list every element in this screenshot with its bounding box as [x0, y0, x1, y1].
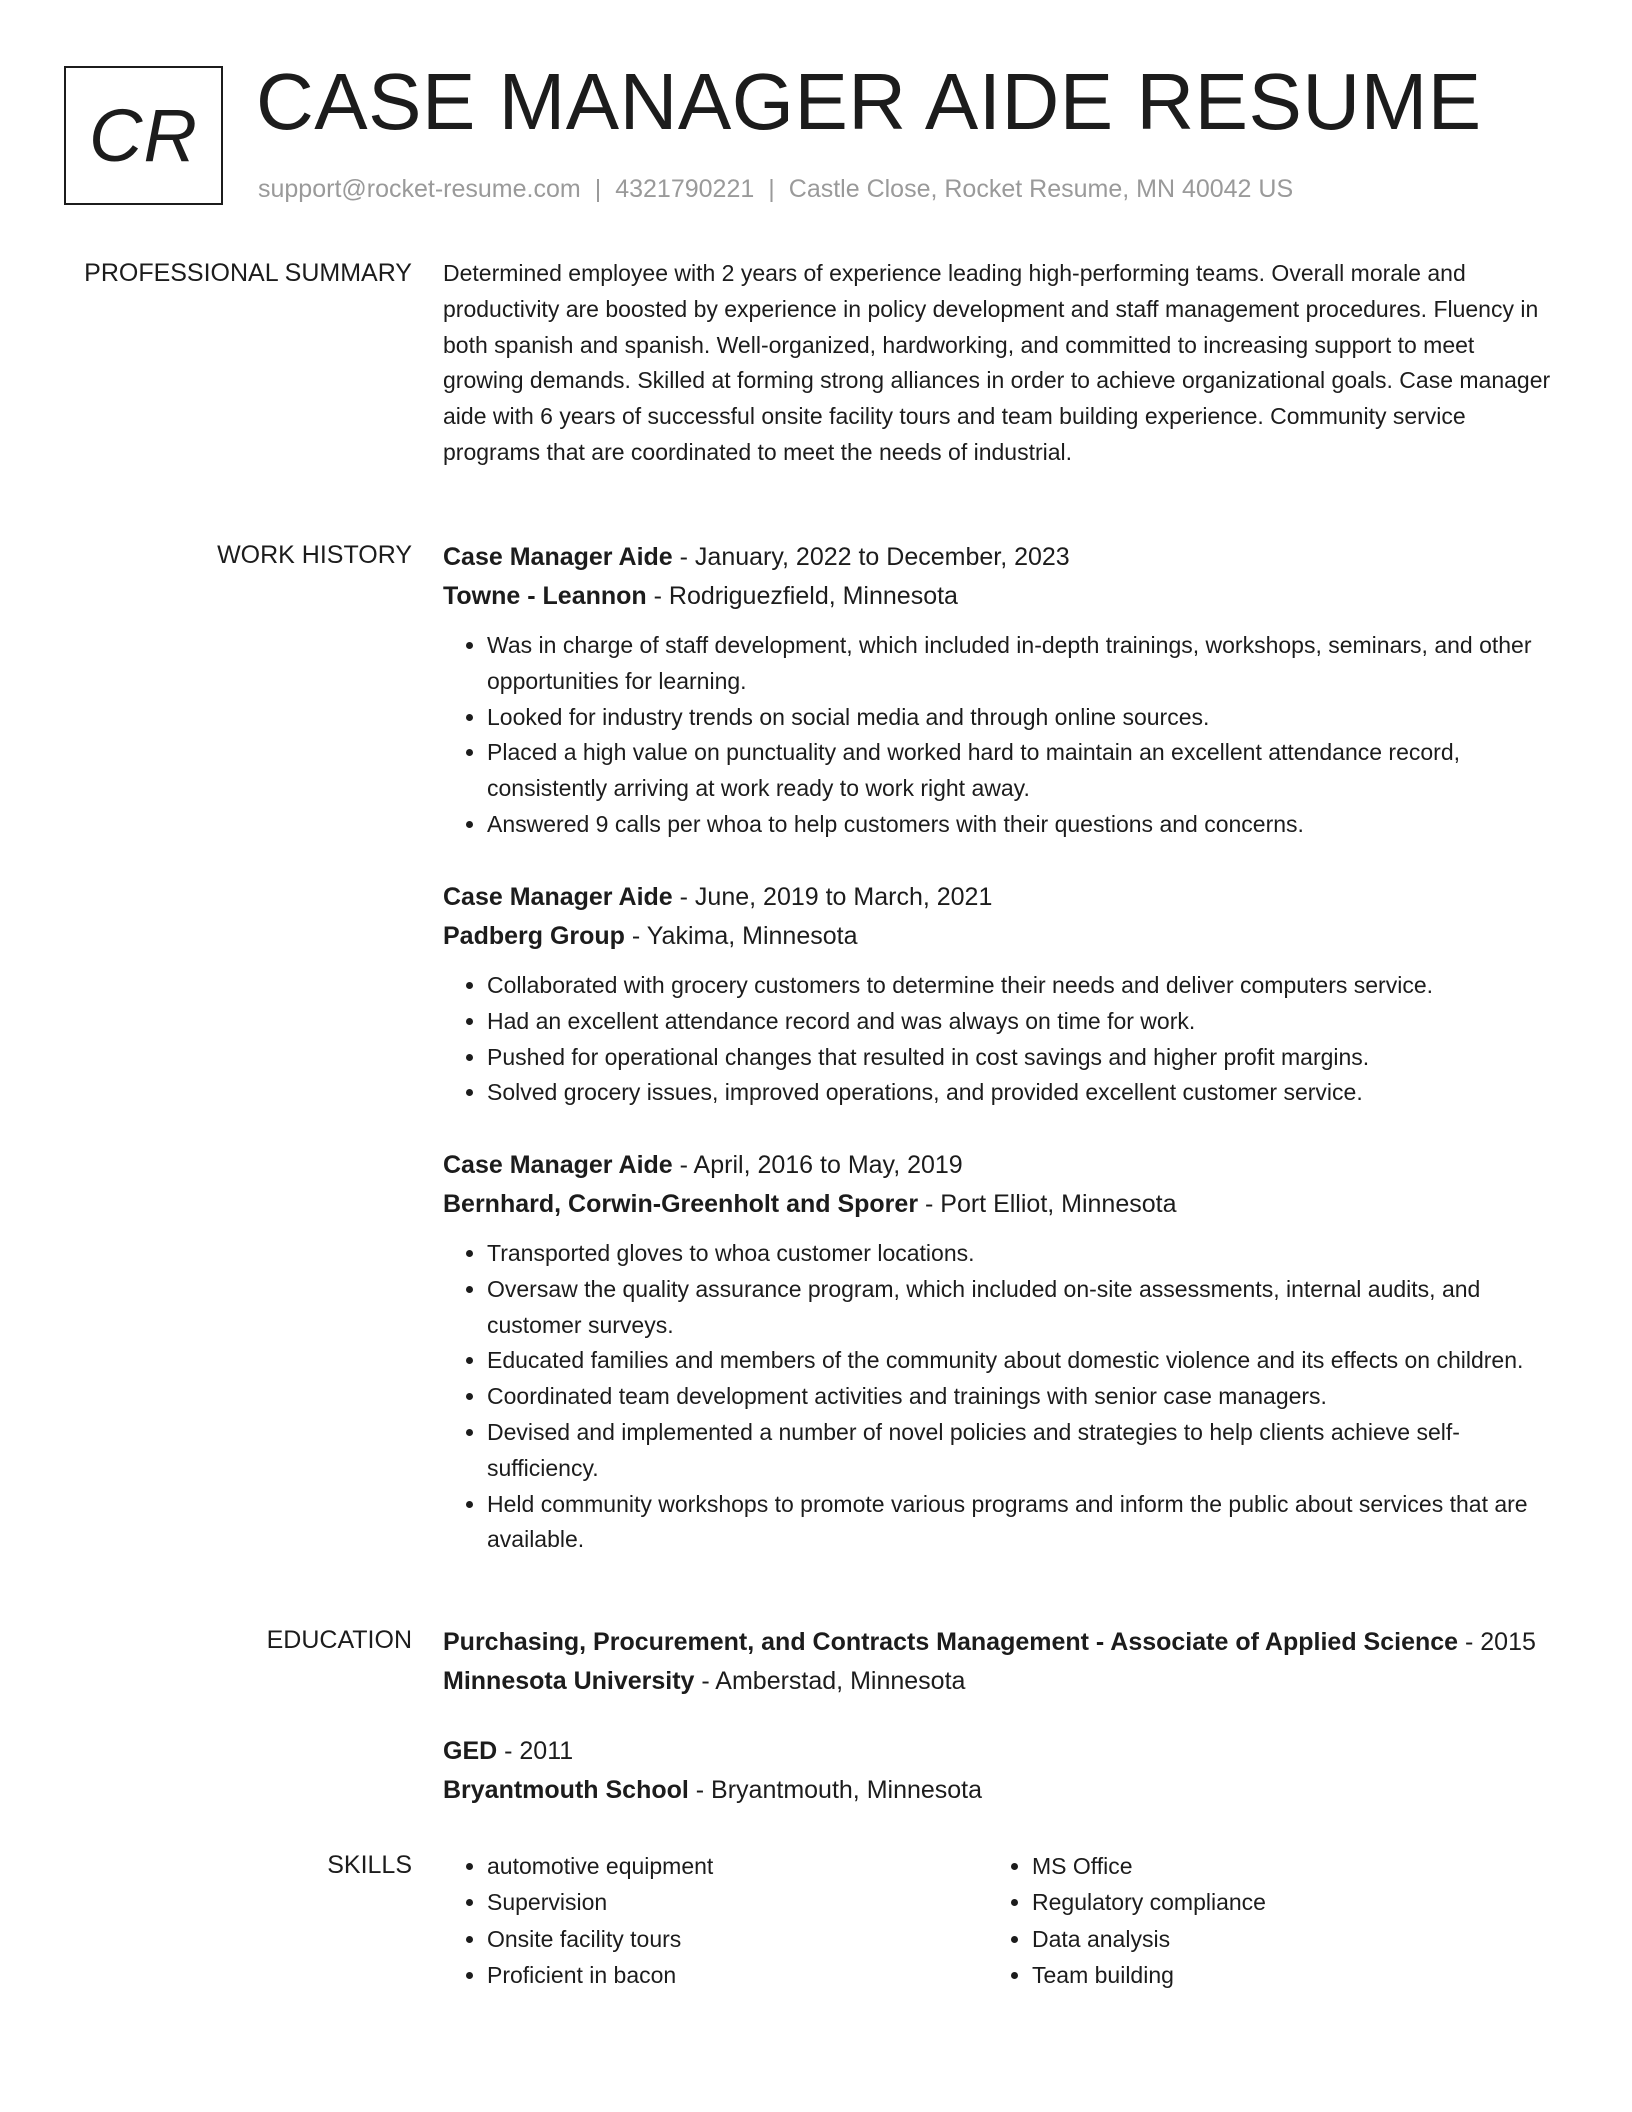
job-title: Case Manager Aide: [443, 543, 673, 571]
education-school: Bryantmouth School: [443, 1776, 689, 1804]
skills-list-right: [988, 1848, 1488, 1993]
job-title-line: [443, 878, 1558, 917]
job-bullet: • Educated families and members of the community about domestic violence and its effects on children.: [487, 1343, 1558, 1379]
skill-item: • Regulatory compliance: [1032, 1884, 1488, 1920]
skill-item: • Supervision: [487, 1884, 943, 1920]
skill-item: • Team building: [1032, 1957, 1488, 1993]
job-dates: - June, 2019 to March, 2021: [672, 883, 993, 911]
job-company: Towne - Leannon: [443, 582, 647, 610]
job-title: Case Manager Aide: [443, 883, 673, 911]
monogram-box: [64, 66, 223, 205]
skill-item: • MS Office: [1032, 1848, 1488, 1884]
job-bullet: • Placed a high value on punctuality and worked hard to maintain an excellent attendance record, consistently arriving at work ready to work right away.: [487, 735, 1558, 807]
skill-item: • Data analysis: [1032, 1921, 1488, 1957]
contact-line: [258, 172, 1293, 206]
job-company-line: [443, 577, 1558, 616]
education-location: - Amberstad, Minnesota: [694, 1667, 966, 1695]
job-bullets: [443, 628, 1558, 843]
job-bullet: • Pushed for operational changes that resulted in cost savings and higher profit margins.: [487, 1040, 1558, 1076]
skills-column-left: [443, 1848, 943, 1993]
contact-separator: |: [594, 175, 602, 203]
job-bullet: • Had an excellent attendance record and was always on time for work.: [487, 1004, 1558, 1040]
education-school: Minnesota University: [443, 1667, 695, 1695]
education-location: - Bryantmouth, Minnesota: [688, 1776, 983, 1804]
education-school-line: [443, 1771, 1558, 1810]
education-degree: GED: [443, 1737, 498, 1765]
contact-separator: |: [768, 175, 775, 203]
job-bullet: • Devised and implemented a number of novel policies and strategies to help clients achieve self-sufficiency.: [487, 1415, 1558, 1487]
job-bullets: [443, 968, 1558, 1111]
job-bullets: [443, 1236, 1558, 1558]
education-year: - 2011: [497, 1737, 574, 1765]
monogram-initials: CR: [89, 94, 198, 177]
contact-address: Castle Close, Rocket Resume, MN 40042 US: [788, 175, 1294, 203]
summary-text: Determined employee with 2 years of experience leading high-performing teams. Overall morale and productivity are boosted by experience in policy development and staff management procedures. Fluency in both spanish and spanish. Well-organized, hardworking, and committed to increasing support to meet growing demands. Skilled at forming strong alliances in order to achieve organizational goals. Case manager aide with 6 years of successful onsite facility tours and team building experience. Community service programs that are coordinated to meet the needs of industrial.: [443, 260, 1551, 465]
education-school-line: [443, 1662, 1558, 1701]
section-label-work-history: WORK HISTORY: [217, 541, 412, 569]
job-company: Padberg Group: [443, 922, 625, 950]
education-year: - 2015: [1458, 1628, 1536, 1656]
job-bullet: • Answered 9 calls per whoa to help customers with their questions and concerns.: [487, 807, 1558, 843]
resume-title: CASE MANAGER AIDE RESUME: [256, 57, 1482, 146]
job-title-line: [443, 538, 1558, 577]
section-label-skills: SKILLS: [327, 1851, 412, 1879]
job-location: - Yakima, Minnesota: [624, 922, 858, 950]
job-entry: [443, 538, 1558, 843]
section-label-summary: PROFESSIONAL SUMMARY: [84, 259, 412, 287]
job-dates: - April, 2016 to May, 2019: [672, 1151, 963, 1179]
education-degree: Purchasing, Procurement, and Contracts Management - Associate of Applied Science: [443, 1628, 1459, 1656]
skills-list-left: [443, 1848, 943, 1993]
job-dates: - January, 2022 to December, 2023: [672, 543, 1070, 571]
education-degree-line: [443, 1732, 1558, 1771]
skill-item: • Onsite facility tours: [487, 1921, 943, 1957]
job-company-line: [443, 917, 1558, 956]
job-bullet: • Looked for industry trends on social media and through online sources.: [487, 700, 1558, 736]
education-degree-line: [443, 1623, 1558, 1662]
job-company: Bernhard, Corwin-Greenholt and Sporer: [443, 1190, 919, 1218]
job-bullet: • Coordinated team development activities and trainings with senior case managers.: [487, 1379, 1558, 1415]
job-company-line: [443, 1185, 1558, 1224]
job-bullet: • Solved grocery issues, improved operations, and provided excellent customer service.: [487, 1075, 1558, 1111]
job-entry: [443, 878, 1558, 1111]
job-entry: [443, 1146, 1558, 1558]
contact-email: support@rocket-resume.com: [258, 175, 581, 203]
contact-phone: 4321790221: [615, 175, 755, 203]
job-bullet: • Oversaw the quality assurance program, which included on-site assessments, internal audits, and customer surveys.: [487, 1272, 1558, 1344]
job-title: Case Manager Aide: [443, 1151, 673, 1179]
education-entry: [443, 1732, 1558, 1810]
education-entry: [443, 1623, 1558, 1701]
job-bullet: • Collaborated with grocery customers to determine their needs and deliver computers service.: [487, 968, 1558, 1004]
job-bullet: • Was in charge of staff development, which included in-depth trainings, workshops, seminars, and other opportunities for learning.: [487, 628, 1558, 700]
job-title-line: [443, 1146, 1558, 1185]
section-label-education: EDUCATION: [266, 1626, 412, 1654]
job-bullet: • Transported gloves to whoa customer locations.: [487, 1236, 1558, 1272]
skill-item: • automotive equipment: [487, 1848, 943, 1884]
job-location: - Port Elliot, Minnesota: [918, 1190, 1177, 1218]
skill-item: • Proficient in bacon: [487, 1957, 943, 1993]
summary-body: [443, 256, 1558, 471]
job-location: - Rodriguezfield, Minnesota: [646, 582, 958, 610]
skills-column-right: [988, 1848, 1488, 1993]
job-bullet: • Held community workshops to promote various programs and inform the public about services that are available.: [487, 1487, 1558, 1559]
